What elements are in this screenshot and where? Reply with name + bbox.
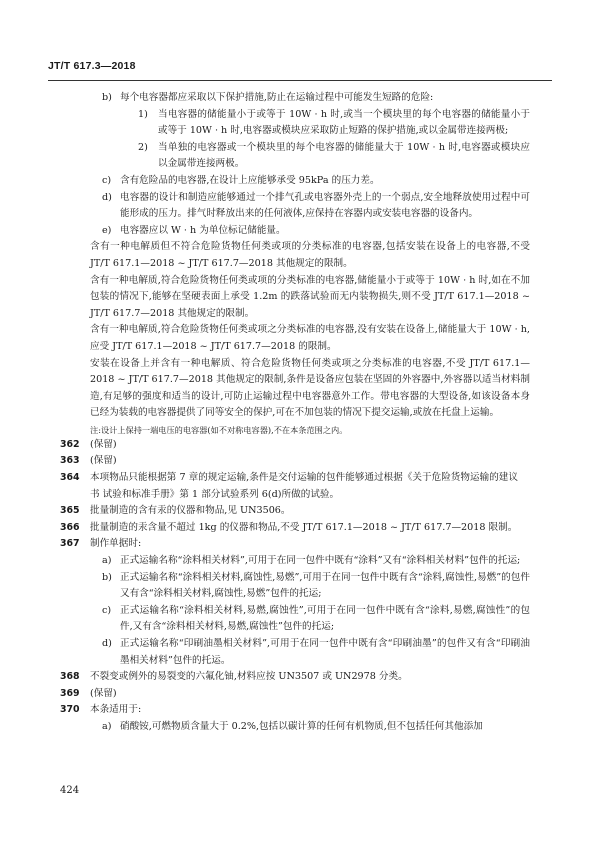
list-marker: a) xyxy=(102,720,112,732)
list-marker: a) xyxy=(102,555,112,567)
list-item xyxy=(72,603,530,636)
list-marker: d) xyxy=(102,638,112,649)
entry-364 xyxy=(60,470,518,503)
list-text: 正式运输名称“涂料相关材料,易燃,腐蚀性”,可用于在同一包件中既有含“涂料,易燃,腐蚀性”的包件,又有含“涂料相关材料,易燃,腐蚀性”包件的托运; xyxy=(120,604,530,633)
list-text: 当电容器的储能量小于或等于 10W · h 时,或当一个模块里的每个电容器的储能量小于或等于 10W · h 时,电容器或模块应采取防止短路的保护措施,或以金属带连接两极; xyxy=(158,108,530,137)
entry-text: 不裂变或例外的易裂变的六氟化铀,材料应按 UN3507 或 UN2978 分类。 xyxy=(90,671,408,683)
entry-number: 364 xyxy=(60,472,80,484)
entry-number: 369 xyxy=(60,687,80,699)
list-text: 正式运输名称“涂料相关材料”,可用于在同一包件中既有“涂料”又有“涂料相关材料”包件的托运; xyxy=(120,555,521,567)
entry-number: 366 xyxy=(60,521,80,533)
list-marker: d) xyxy=(102,191,112,203)
entry-369 xyxy=(60,686,518,703)
entry-number: 367 xyxy=(60,538,80,550)
list-marker: 1) xyxy=(138,108,148,120)
entry-365 xyxy=(60,503,518,520)
entry-text: (保留) xyxy=(90,687,117,699)
entry-367 xyxy=(60,536,518,553)
list-text: 正式运输名称“印刷油墨相关材料”,可用于在同一包件中既有含“印刷油墨”的包件又有含“印刷油墨相关材料”包件的托运。 xyxy=(120,638,530,666)
entry-text: 批量制造的含有汞的仪器和物品,见 UN3506。 xyxy=(90,505,291,517)
list-item xyxy=(72,190,530,223)
entry-368 xyxy=(60,669,518,686)
header-rule xyxy=(48,80,552,81)
paragraph: 安装在设备上并含有一种电解质、符合危险货物任何类或项之分类标准的电容器,不受 JT/T 617.1—2018 ~ JT/T 617.7—2018 其他规定的限制,条件是设备应包装在坚固的外容器中,外容器以适当材料制造,有足够的强度和适当的设计,可防止运输过程中电容器意外工作。带电容器的大型设备,如该设备本身已经为装载的电容器提供了同等安全的保护,可在不加包装的情况下提交运输,或放在托盘上运输。 xyxy=(90,357,530,419)
entry-number: 365 xyxy=(60,505,80,517)
list-marker: c) xyxy=(102,174,112,186)
note-text: 注:设计上保持一端电压的电容器(如不对称电容器),不在本条范围之内。 xyxy=(90,424,348,435)
list-text: 正式运输名称“涂料相关材料,腐蚀性,易燃”,可用于在同一包件中既有含“涂料,腐蚀性,易燃”的包件又有含“涂料相关材料,腐蚀性,易燃”包件的托运; xyxy=(120,571,530,600)
list-text: 含有危险品的电容器,在设计上应能够承受 95kPa 的压力差。 xyxy=(120,174,380,186)
document-code-header: JT/T 617.3—2018 xyxy=(48,60,136,72)
list-text: 当单独的电容器或一个模块里的每个电容器的储能量大于 10W · h 时,电容器或模块应以金属带连接两极。 xyxy=(158,141,530,170)
list-text: 每个电容器都应采取以下保护措施,防止在运输过程中可能发生短路的危险: xyxy=(120,92,434,103)
entry-text: 本条适用于: xyxy=(90,704,142,716)
list-item xyxy=(72,636,530,669)
list-text: 电容器的设计和制造应能够通过一个排气孔或电容器外壳上的一个弱点,安全地释放使用过程中可能形成的压力。排气时释放出来的任何液体,应保持在容器内或安装电容器的设备内。 xyxy=(120,191,530,220)
entry-362 xyxy=(60,437,518,454)
entry-text: (保留) xyxy=(90,455,117,467)
list-item xyxy=(72,140,530,173)
entry-number: 370 xyxy=(60,704,80,716)
entry-366 xyxy=(60,520,518,537)
list-marker: 2) xyxy=(138,141,148,153)
entry-text: 制作单据时: xyxy=(90,538,142,550)
entry-number: 362 xyxy=(60,438,80,450)
entry-text: 批量制造的汞含量不超过 1kg 的仪器和物品,不受 JT/T 617.1—2018 ~ JT/T 617.7—2018 限制。 xyxy=(90,521,518,533)
paragraph: 含有一种电解质但不符合危险货物任何类或项的分类标准的电容器,包括安装在设备上的电容器,不受 JT/T 617.1—2018 ~ JT/T 617.7—2018 其他规定的限制。 xyxy=(90,241,530,269)
list-text: 电容器应以 W · h 为单位标记储能量。 xyxy=(120,224,286,236)
list-marker: b) xyxy=(102,571,112,583)
paragraph: 含有一种电解质,符合危险货物任何类或项的分类标准的电容器,储能量小于或等于 10W · h 时,如在不加包装的情况下,能够在坚硬表面上承受 1.2m 的跌落试验而无内装物损失,则不受 JT/T 617.1—2018 ~ JT/T 617.7—2018 其他规定的限制。 xyxy=(90,274,530,319)
list-text: 硝酸铵,可燃物质含量大于 0.2%,包括以碳计算的任何有机物质,但不包括任何其他添加 xyxy=(120,720,483,732)
entry-number: 368 xyxy=(60,671,80,683)
list-item xyxy=(72,223,530,240)
list-item xyxy=(72,719,530,736)
list-marker: e) xyxy=(102,224,112,236)
document-body xyxy=(60,90,530,736)
entry-363 xyxy=(60,453,518,470)
page-number: 424 xyxy=(60,785,80,796)
list-marker: b) xyxy=(102,92,112,103)
list-item xyxy=(72,107,530,140)
list-item xyxy=(72,553,530,570)
list-item xyxy=(72,570,530,603)
entry-text: (保留) xyxy=(90,438,117,450)
paragraph: 含有一种电解质,符合危险货物任何类或项之分类标准的电容器,没有安装在设备上,储能量大于 10W · h,应受 JT/T 617.1—2018 ~ JT/T 617.7—2018 的限制。 xyxy=(90,324,530,352)
entry-text: 本项物品只能根据第 7 章的规定运输,条件是交付运输的包件能够通过根据《关于危险货物运输的建议书 试验和标准手册》第 1 部分试验系列 6(d)所做的试验。 xyxy=(90,472,518,500)
list-item xyxy=(72,173,530,190)
entry-number: 363 xyxy=(60,455,80,467)
entry-370 xyxy=(60,702,518,719)
list-item xyxy=(72,90,530,107)
list-marker: c) xyxy=(102,604,112,616)
